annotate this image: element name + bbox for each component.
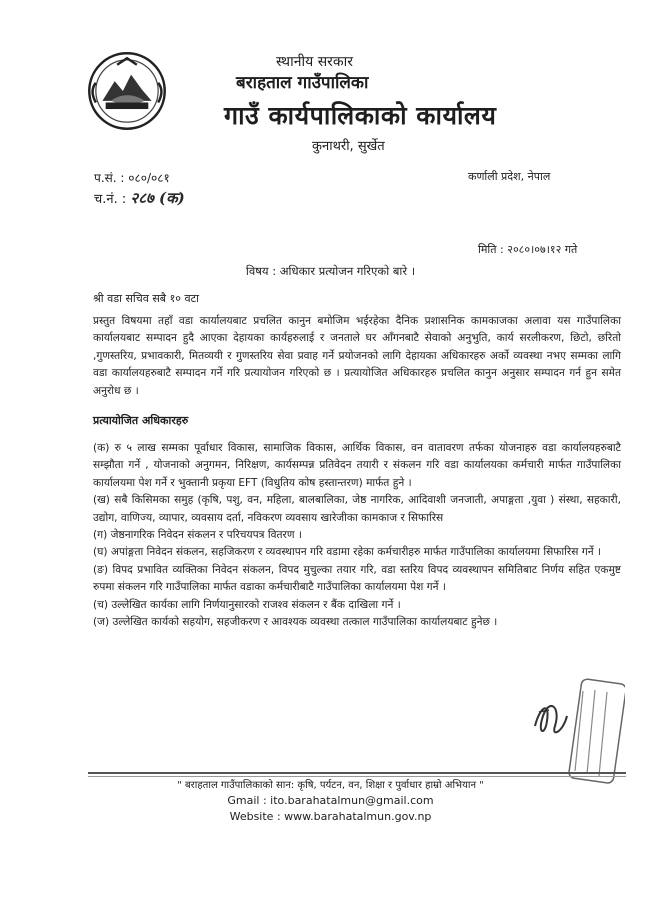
letterhead-government: स्थानीय सरकार: [276, 54, 353, 70]
province-label: कर्णाली प्रदेश, नेपाल: [468, 170, 551, 183]
reference-chn-value: २८७ (क): [130, 189, 185, 207]
reference-ps-label: प.सं. :: [94, 171, 125, 185]
section-heading: प्रत्यायोजित अधिकारहरु: [93, 414, 189, 427]
footer-website: Website : www.barahatalmun.gov.np: [229, 810, 432, 823]
reference-ps-value: ०८०/०८१: [128, 171, 170, 185]
letter-date: मिति : २०८०।०७।१२ गते: [478, 243, 578, 256]
footer-slogan: " बराहताल गाउँपालिकाको सान: कृषि, पर्यटन, वन, शिक्षा र पुर्वाधार हाम्रो अभियान ": [177, 780, 484, 791]
list-item: (क) रु ५ लाख सम्मका पूर्वाधार विकास, सामाजिक विकास, आर्थिक विकास, वन वातावरण तर्फका योजनाहरु वडा कार्यालयहरुबाटै सम्झौता गर्ने , योजनाको अनुगमन, निरिक्षण, कार्यसम्पन्न प्रतिवेदन तयारी र संकलन गरि वडा कार्यालयका कर्मचारी मार्फत गाउँपालिका कार्यालयमा पेश गर्ने र भुक्तानी प्रकृया EFT (विधुतिय कोष हस्तान्तरण) मार्फत हुने ।: [93, 442, 621, 489]
signature-stamp-icon: [515, 676, 625, 786]
list-item: (ङ) विपद प्रभावित व्यक्तिका निवेदन संकलन, विपद मुचुल्का तयार गरि, वडा स्तरिय विपद व्यवस्थापन समितिबाट निर्णय सहित एकमुष्ट रुपमा संकलन गरि गाउँपालिका मार्फत वडाका कर्मचारीबाटै गाउँपालिका कार्यालयमा पेश गर्ने ।: [93, 563, 621, 594]
nepal-emblem-icon: [86, 50, 168, 132]
list-item: (घ) अपांङ्गता निवेदन संकलन, सहजिकरण र व्यवस्थापन गरि वडामा रहेका कर्मचारीहरु मार्फत गाउँपालिका कार्यालयमा सिफारिस गर्ने ।: [93, 546, 602, 559]
letter-recipient: श्री वडा सचिव सबै १० वटा: [93, 292, 200, 305]
list-item: (ख) सबै किसिमका समुह (कृषि, पशु, वन, महिला, बालबालिका, जेष्ठ नागरिक, आदिवाशी जनजाती, अपाङ्गता ,युवा ) संस्था, सहकारी, उद्योग, वाणिज्य, व्यापार, व्यवसाय दर्ता, नविकरण व्यवसाय खारेजीका कामकाज र सिफारिस: [93, 494, 621, 524]
letterhead-municipality: बराहताल गाउँपालिका: [236, 73, 369, 93]
list-item: (च) उल्लेखित कार्यका लागि निर्णयानुसारको राजश्व संकलन र बैंक दाखिला गर्ने ।: [93, 598, 401, 611]
delegated-powers-list: [93, 440, 621, 631]
list-item: (ग) जेष्ठनागरिक निवेदन संकलन र परिचयपत्र वितरण ।: [93, 529, 302, 542]
letter-subject: विषय : अधिकार प्रत्योजन गरिएको बारे ।: [245, 264, 416, 278]
list-item: (ज) उल्लेखित कार्यको सहयोग, सहजीकरण र आवश्यक व्यवस्था तत्काल गाउँपालिका कार्यालयबाट हुनेछ ।: [93, 616, 498, 629]
reference-chn-label: च.नं. :: [94, 192, 127, 207]
reference-chn: [94, 188, 185, 208]
letter-body-paragraph: प्रस्तुत विषयमा तहाँ वडा कार्यालयबाट प्रचलित कानुन बमोजिम भईरहेका दैनिक प्रशासनिक कामकाजका अलावा यस गाउँपालिका कार्यालयबाट सम्पादन हुदै आएका देहायका कार्यहरुलाई र जनताले घर आँगनबाटै सेवाको अनुभुति, कार्य सरलीकरण, छिटो, छरितो ,गुणस्तरिय, प्रभावकारी, मितव्ययी र गुणस्तरिय सेवा प्रवाह गर्ने प्रयोजनको लागि देहायका अधिकारहरु अर्को व्यवस्था नभए सम्मका लागि वडा कार्यालयहरुबाटै सम्पादन गर्ने गरि प्रत्यायोजन गरिएको छ । प्रत्यायोजित अधिकारहरु प्रचलित कानुन अनुसार सम्पादन गर्न हुन समेत अनुरोध छ ।: [93, 315, 621, 397]
footer-email: Gmail : ito.barahatalmun@gmail.com: [227, 794, 434, 807]
reference-ps: [94, 169, 170, 186]
letterhead-address: कुनाथरी, सुर्खेत: [312, 139, 385, 154]
letterhead-office: गाउँ कार्यपालिकाको कार्यालय: [224, 101, 497, 130]
footer-divider: [88, 772, 626, 774]
